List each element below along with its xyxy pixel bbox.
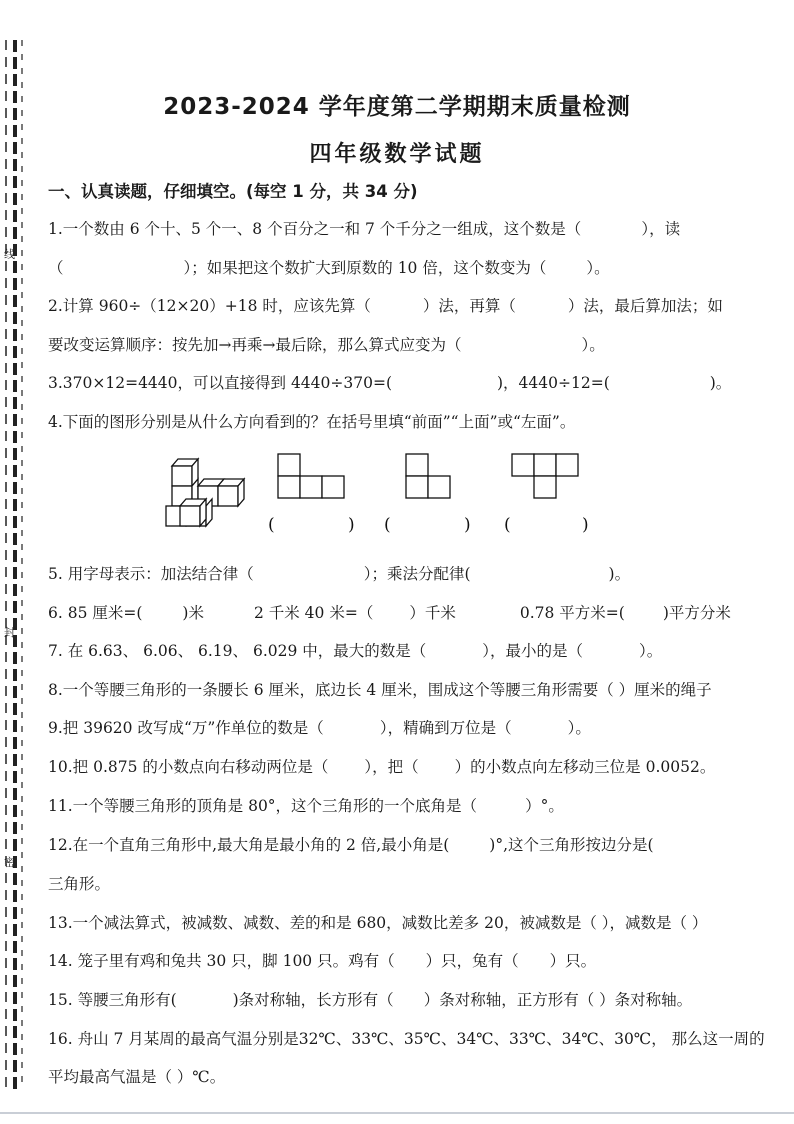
view-2-paren-close: ) — [464, 515, 471, 535]
exam-subtitle: 四年级数学试题 — [309, 142, 485, 167]
question-16-line-2: 平均最高气温是（ ）℃。 — [48, 1068, 226, 1086]
question-2-line-2: 要改变运算顺序：按先加→再乘→最后除，那么算式应变为（ ）。 — [48, 336, 605, 354]
binding-label-a: 线 — [4, 248, 15, 261]
view-1-paren-close: ) — [348, 515, 355, 535]
question-11: 11.一个等腰三角形的顶角是 80°，这个三角形的一个底角是（ ）°。 — [48, 797, 564, 815]
view-figure-2 — [406, 454, 450, 498]
question-1-line-1: 1.一个数由 6 个十、5 个一、8 个百分之一和 7 个千分之一组成，这个数是（ ），读 — [48, 220, 681, 238]
view-figure-1 — [278, 454, 344, 498]
view-figure-3 — [512, 454, 578, 498]
question-12-line-2: 三角形。 — [48, 875, 111, 893]
question-14: 14. 笼子里有鸡和兔共 30 只，脚 100 只。鸡有（ ）只，兔有（ ）只。 — [48, 952, 597, 970]
view-2-paren-open: ( — [384, 515, 391, 535]
exam-title: 2023-2024 学年度第二学期期末质量检测 — [163, 94, 631, 120]
binding-label-c: 密 — [4, 856, 15, 869]
question-7: 7. 在 6.63、 6.06、 6.19、 6.029 中，最大的数是（ ），最小的是（ ）。 — [48, 642, 663, 660]
question-1-line-2: （ ）；如果把这个数扩大到原数的 10 倍，这个数变为（ ）。 — [48, 259, 610, 277]
cube-stack-figure — [166, 459, 244, 526]
question-6: 6. 85 厘米=( )米 2 千米 40 米=（ ）千米 0.78 平方米=( )平方分米 — [48, 604, 731, 622]
question-3: 3.370×12=4440，可以直接得到 4440÷370=( )，4440÷12=( )。 — [48, 374, 732, 392]
view-3-paren-open: ( — [504, 515, 511, 535]
question-13: 13.一个减法算式，被减数、减数、差的和是 680，减数比差多 20，被减数是（ ），减数是（ ） — [48, 914, 708, 932]
question-12-line-1: 12.在一个直角三角形中,最大角是最小角的 2 倍,最小角是( )°,这个三角形按边分是( — [48, 836, 654, 854]
question-5: 5. 用字母表示：加法结合律（ ）；乘法分配律( )。 — [48, 565, 631, 583]
view-3-paren-close: ) — [582, 515, 589, 535]
question-9: 9.把 39620 改写成“万”作单位的数是（ ），精确到万位是（ ）。 — [48, 719, 591, 737]
binding-label-b: 封 — [4, 626, 15, 639]
question-10: 10.把 0.875 的小数点向右移动两位是（ ），把（ ）的小数点向左移动三位是 0.0052。 — [48, 758, 716, 776]
section-heading: 一、认真读题，仔细填空。(每空 1 分，共 34 分) — [48, 182, 418, 201]
question-2-line-1: 2.计算 960÷（12×20）+18 时，应该先算（ ）法，再算（ ）法，最后算加法；如 — [48, 297, 723, 315]
question-4: 4.下面的图形分别是从什么方向看到的？在括号里填“前面”“上面”或“左面”。 — [48, 413, 576, 431]
page-bottom-rule — [0, 1112, 794, 1114]
question-8: 8.一个等腰三角形的一条腰长 6 厘米，底边长 4 厘米，围成这个等腰三角形需要（ ）厘米的绳子 — [48, 681, 712, 699]
question-15: 15. 等腰三角形有( )条对称轴，长方形有（ ）条对称轴，正方形有（ ）条对称轴。 — [48, 991, 693, 1009]
question-4-figures — [150, 444, 610, 544]
question-16-line-1: 16. 舟山 7 月某周的最高气温分别是32℃、33℃、35℃、34℃、33℃、34℃、30℃， 那么这一周的 — [48, 1030, 765, 1048]
view-1-paren-open: ( — [268, 515, 275, 535]
